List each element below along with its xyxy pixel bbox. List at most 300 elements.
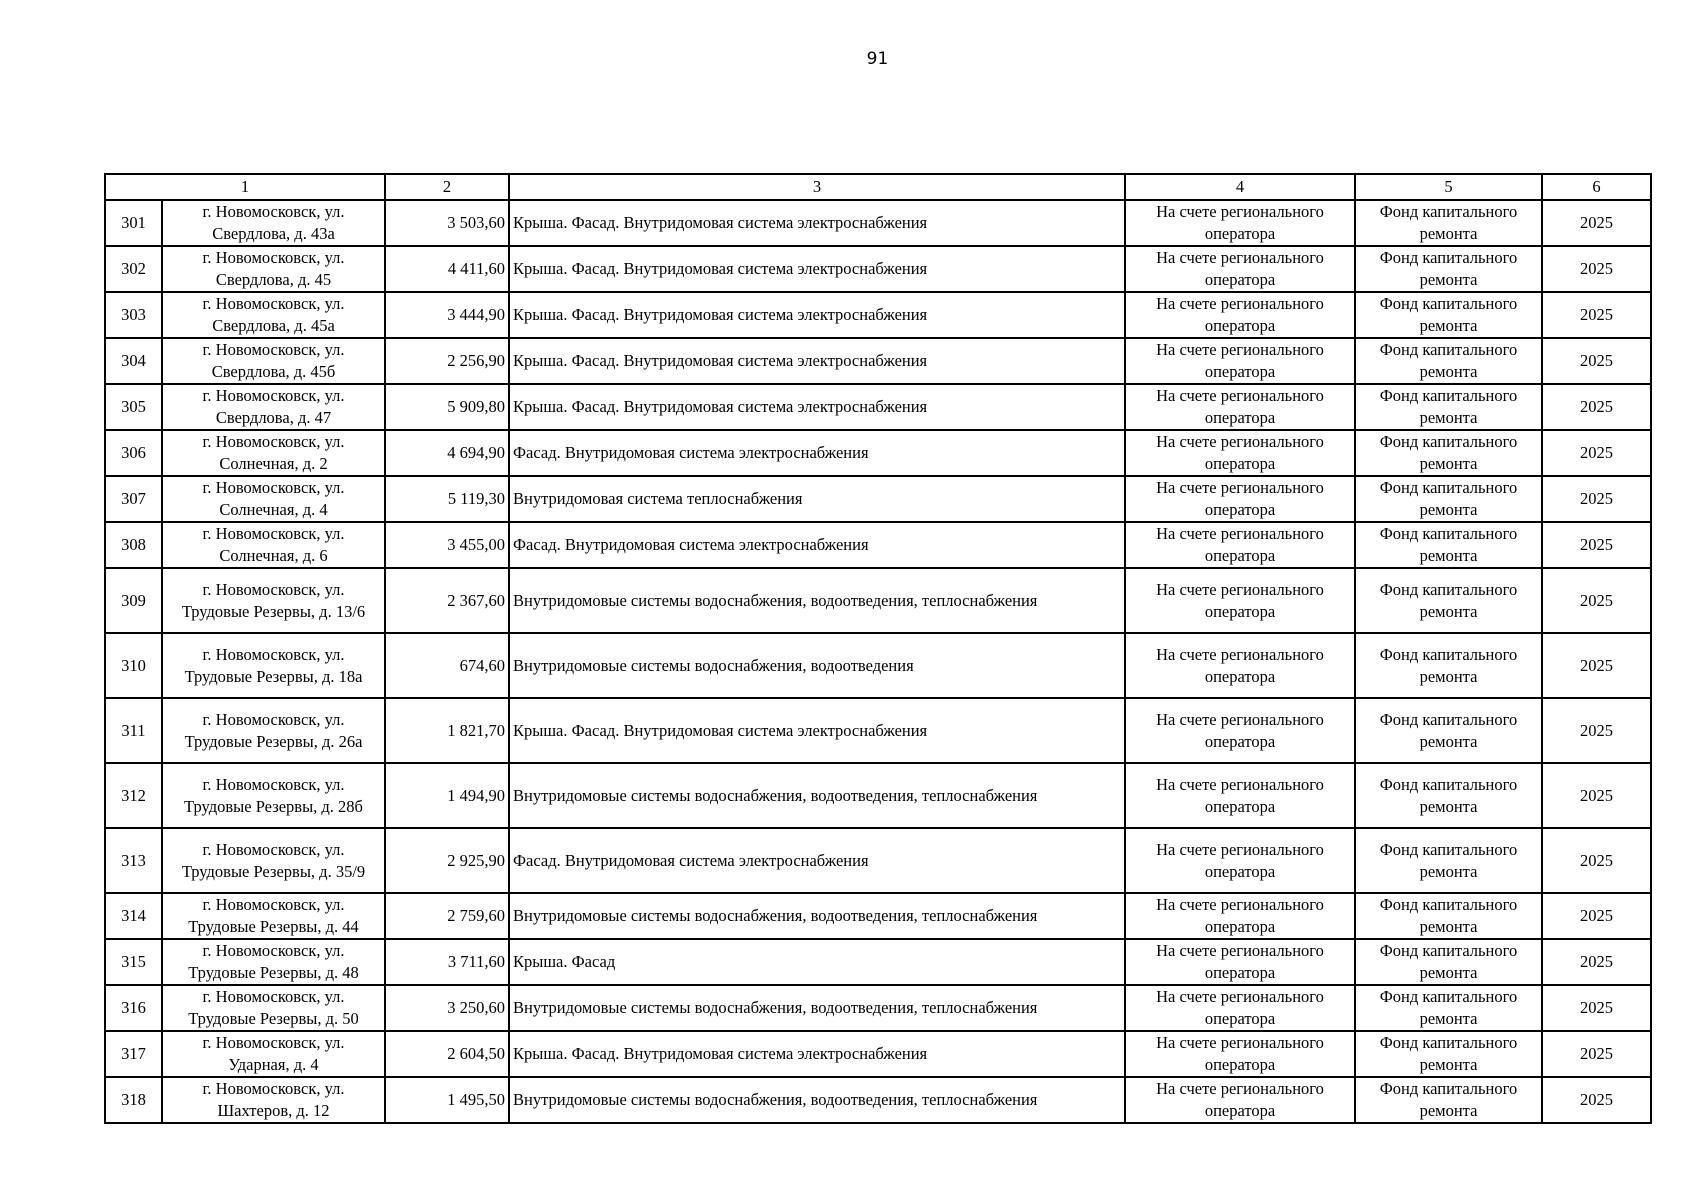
table-row [105,828,1651,893]
year-cell [1542,338,1651,384]
area-cell [385,476,509,522]
area-cell [385,522,509,568]
funding-source-line-1: Фонд капитального [1379,774,1518,794]
area-value: 5 909,80 [447,397,505,416]
table-row [105,939,1651,985]
row-number-cell [105,698,162,763]
year-cell [1542,939,1651,985]
row-number-cell [105,292,162,338]
account-cell [1125,200,1355,246]
year-cell [1542,1031,1651,1077]
address-cell [162,763,385,828]
table-row [105,893,1651,939]
row-number: 305 [121,397,146,416]
year-cell [1542,200,1651,246]
row-number-cell [105,893,162,939]
works-text: Крыша. Фасад. Внутридомовая система электроснабжения [513,259,928,278]
row-number-cell [105,1077,162,1123]
works-cell [509,985,1125,1031]
table-body [105,200,1651,1123]
works-text: Внутридомовая система теплоснабжения [513,489,803,508]
account-cell [1125,633,1355,698]
year-cell [1542,1077,1651,1123]
address-line-1: г. Новомосковск, ул. [202,386,345,405]
area-cell [385,763,509,828]
address-line-1: г. Новомосковск, ул. [202,478,345,497]
year-cell [1542,893,1651,939]
row-number-cell [105,338,162,384]
account-cell [1125,1077,1355,1123]
area-cell [385,1077,509,1123]
address-line-2: Солнечная, д. 4 [219,500,328,519]
address-cell [162,292,385,338]
funding-source-line-2: ремонта [1419,963,1478,982]
funding-source-line-2: ремонта [1419,362,1478,381]
funding-source-cell [1355,384,1542,430]
works-text: Фасад. Внутридомовая система электроснабжения [513,443,869,462]
area-value: 3 444,90 [447,305,505,324]
account-line-2: оператора [1204,917,1276,936]
address-line-2: Шахтеров, д. 12 [217,1101,330,1120]
funding-source-line-2: ремонта [1419,796,1478,816]
address-cell [162,246,385,292]
year-cell [1542,522,1651,568]
area-cell [385,939,509,985]
address-line-2: Ударная, д. 4 [228,1055,319,1074]
row-number: 301 [121,213,146,232]
address-line-2: Трудовые Резервы, д. 18а [184,666,363,686]
year-value: 2025 [1580,443,1613,462]
area-value: 2 604,50 [447,1044,505,1063]
account-cell [1125,985,1355,1031]
account-line-2: оператора [1204,1101,1276,1120]
address-line-1: г. Новомосковск, ул. [202,644,345,664]
funding-source-cell [1355,1031,1542,1077]
year-cell [1542,384,1651,430]
address-cell [162,476,385,522]
year-cell [1542,763,1651,828]
column-header-3: 3 [509,174,1125,200]
address-line-2: Трудовые Резервы, д. 26а [184,731,363,751]
funding-source-line-1: Фонд капитального [1379,294,1518,313]
account-line-1: На счете регионального [1156,340,1324,359]
row-number: 309 [121,590,146,610]
funding-source-cell [1355,828,1542,893]
area-value: 4 411,60 [447,259,505,278]
funding-source-line-1: Фонд капитального [1379,644,1518,664]
account-line-1: На счете регионального [1156,1033,1324,1052]
area-cell [385,698,509,763]
account-line-2: оператора [1204,454,1276,473]
area-cell [385,292,509,338]
funding-source-line-2: ремонта [1419,316,1478,335]
address-line-1: г. Новомосковск, ул. [202,709,345,729]
account-cell [1125,338,1355,384]
table-row [105,384,1651,430]
account-cell [1125,763,1355,828]
account-cell [1125,246,1355,292]
funding-source-line-2: ремонта [1419,1055,1478,1074]
account-line-1: На счете регионального [1156,774,1324,794]
works-cell [509,384,1125,430]
works-cell [509,1077,1125,1123]
funding-source-line-2: ремонта [1419,861,1478,881]
row-number: 307 [121,489,146,508]
year-value: 2025 [1580,259,1613,278]
column-header-2: 2 [385,174,509,200]
account-line-2: оператора [1204,601,1276,621]
year-cell [1542,476,1651,522]
funding-source-line-2: ремонта [1419,224,1478,243]
account-line-1: На счете регионального [1156,432,1324,451]
account-line-1: На счете регионального [1156,202,1324,221]
account-line-2: оператора [1204,1055,1276,1074]
area-value: 3 250,60 [447,998,505,1017]
funding-source-cell [1355,246,1542,292]
area-cell [385,200,509,246]
account-line-2: оператора [1204,500,1276,519]
works-text: Фасад. Внутридомовая система электроснабжения [513,535,869,554]
year-cell [1542,633,1651,698]
address-line-2: Трудовые Резервы, д. 48 [188,963,359,982]
funding-source-line-1: Фонд капитального [1379,579,1518,599]
area-cell [385,893,509,939]
account-line-2: оператора [1204,963,1276,982]
address-cell [162,828,385,893]
works-text: Крыша. Фасад. Внутридомовая система электроснабжения [513,397,928,416]
funding-source-line-1: Фонд капитального [1379,386,1518,405]
year-value: 2025 [1580,213,1613,232]
works-cell [509,828,1125,893]
funding-source-line-2: ремонта [1419,454,1478,473]
funding-source-line-1: Фонд капитального [1379,340,1518,359]
address-line-2: Свердлова, д. 47 [215,408,332,427]
address-cell [162,985,385,1031]
address-line-1: г. Новомосковск, ул. [202,340,345,359]
works-cell [509,200,1125,246]
row-number-cell [105,633,162,698]
address-cell [162,893,385,939]
row-number-cell [105,763,162,828]
address-line-2: Трудовые Резервы, д. 50 [188,1009,359,1028]
year-value: 2025 [1580,590,1613,610]
table-row [105,568,1651,633]
row-number: 302 [121,259,146,278]
row-number: 318 [121,1090,146,1109]
row-number: 304 [121,351,146,370]
row-number-cell [105,430,162,476]
year-value: 2025 [1580,1090,1613,1109]
funding-source-line-1: Фонд капитального [1379,248,1518,267]
funding-source-cell [1355,939,1542,985]
account-line-1: На счете регионального [1156,1079,1324,1098]
account-line-2: оператора [1204,224,1276,243]
row-number: 312 [121,785,146,805]
address-line-2: Трудовые Резервы, д. 28б [184,796,363,816]
address-cell [162,939,385,985]
funding-source-line-2: ремонта [1419,1101,1478,1120]
area-cell [385,828,509,893]
address-line-1: г. Новомосковск, ул. [202,248,345,267]
year-value: 2025 [1580,351,1613,370]
funding-source-cell [1355,200,1542,246]
table-row [105,200,1651,246]
row-number-cell [105,476,162,522]
row-number: 308 [121,535,146,554]
address-cell [162,200,385,246]
account-cell [1125,698,1355,763]
account-line-2: оператора [1204,861,1276,881]
works-text: Внутридомовые системы водоснабжения, водоотведения, теплоснабжения [513,906,1038,925]
year-cell [1542,292,1651,338]
row-number: 303 [121,305,146,324]
table-row [105,430,1651,476]
address-line-2: Трудовые Резервы, д. 13/6 [181,601,366,621]
works-cell [509,939,1125,985]
address-cell [162,384,385,430]
account-line-2: оператора [1204,546,1276,565]
account-cell [1125,568,1355,633]
area-value: 2 925,90 [447,850,505,870]
address-line-2: Трудовые Резервы, д. 35/9 [181,861,366,881]
address-cell [162,633,385,698]
works-cell [509,246,1125,292]
row-number: 314 [121,906,146,925]
area-cell [385,1031,509,1077]
account-line-1: На счете регионального [1156,478,1324,497]
address-cell [162,698,385,763]
funding-source-line-2: ремонта [1419,666,1478,686]
funding-source-line-2: ремонта [1419,731,1478,751]
address-cell [162,568,385,633]
funding-source-cell [1355,568,1542,633]
address-line-1: г. Новомосковск, ул. [202,941,345,960]
column-header-6: 6 [1542,174,1651,200]
account-line-2: оператора [1204,796,1276,816]
funding-source-line-1: Фонд капитального [1379,839,1518,859]
area-value: 1 494,90 [447,785,505,805]
funding-source-line-1: Фонд капитального [1379,941,1518,960]
area-value: 4 694,90 [447,443,505,462]
area-value: 5 119,30 [447,489,505,508]
year-value: 2025 [1580,720,1613,740]
address-line-1: г. Новомосковск, ул. [202,1033,345,1052]
area-cell [385,338,509,384]
funding-source-cell [1355,292,1542,338]
account-line-1: На счете регионального [1156,895,1324,914]
column-header-5: 5 [1355,174,1542,200]
account-cell [1125,893,1355,939]
funding-source-line-1: Фонд капитального [1379,432,1518,451]
column-header-4: 4 [1125,174,1355,200]
address-line-2: Солнечная, д. 6 [219,546,328,565]
works-text: Крыша. Фасад. Внутридомовая система электроснабжения [513,305,928,324]
funding-source-cell [1355,430,1542,476]
account-line-1: На счете регионального [1156,386,1324,405]
account-cell [1125,828,1355,893]
works-text: Крыша. Фасад. Внутридомовая система электроснабжения [513,1044,928,1063]
area-cell [385,985,509,1031]
row-number-cell [105,200,162,246]
row-number-cell [105,522,162,568]
year-cell [1542,246,1651,292]
funding-source-line-1: Фонд капитального [1379,478,1518,497]
funding-source-line-2: ремонта [1419,601,1478,621]
funding-source-line-1: Фонд капитального [1379,895,1518,914]
funding-source-cell [1355,985,1542,1031]
account-line-2: оператора [1204,316,1276,335]
table-row [105,246,1651,292]
address-line-2: Солнечная, д. 2 [219,454,328,473]
funding-source-line-1: Фонд капитального [1379,1079,1518,1098]
address-line-2: Свердлова, д. 45а [212,316,335,335]
area-value: 3 503,60 [447,213,505,232]
row-number-cell [105,568,162,633]
table-row [105,985,1651,1031]
account-line-1: На счете регионального [1156,839,1324,859]
works-text: Крыша. Фасад. Внутридомовая система электроснабжения [513,213,928,232]
table-header-row [105,174,1651,200]
address-cell [162,1077,385,1123]
row-number: 316 [121,998,146,1017]
year-value: 2025 [1580,397,1613,416]
year-value: 2025 [1580,906,1613,925]
address-cell [162,522,385,568]
page-number: 91 [866,49,889,69]
address-line-1: г. Новомосковск, ул. [202,202,345,221]
area-value: 2 367,60 [447,590,505,610]
table-row [105,1077,1651,1123]
area-value: 2 759,60 [447,906,505,925]
account-cell [1125,476,1355,522]
account-cell [1125,1031,1355,1077]
table-row [105,698,1651,763]
year-value: 2025 [1580,952,1613,971]
area-cell [385,430,509,476]
address-line-2: Свердлова, д. 45б [211,362,336,381]
works-cell [509,1031,1125,1077]
area-value: 3 455,00 [447,535,505,554]
funding-source-line-2: ремонта [1419,546,1478,565]
funding-source-line-1: Фонд капитального [1379,987,1518,1006]
table-row [105,1031,1651,1077]
year-cell [1542,985,1651,1031]
account-line-1: На счете регионального [1156,248,1324,267]
year-cell [1542,430,1651,476]
funding-source-cell [1355,633,1542,698]
year-value: 2025 [1580,489,1613,508]
funding-source-line-1: Фонд капитального [1379,709,1518,729]
table-row [105,633,1651,698]
row-number-cell [105,246,162,292]
account-line-1: На счете регионального [1156,709,1324,729]
area-cell [385,633,509,698]
account-line-2: оператора [1204,1009,1276,1028]
year-value: 2025 [1580,535,1613,554]
year-cell [1542,568,1651,633]
funding-source-line-1: Фонд капитального [1379,524,1518,543]
address-line-1: г. Новомосковск, ул. [202,432,345,451]
area-value: 674,60 [459,655,505,675]
row-number-cell [105,985,162,1031]
account-line-2: оператора [1204,362,1276,381]
row-number: 306 [121,443,146,462]
year-value: 2025 [1580,655,1613,675]
address-line-1: г. Новомосковск, ул. [202,774,345,794]
funding-source-line-2: ремонта [1419,500,1478,519]
account-cell [1125,939,1355,985]
year-value: 2025 [1580,305,1613,324]
works-text: Крыша. Фасад. Внутридомовая система электроснабжения [513,720,928,740]
works-cell [509,893,1125,939]
address-line-2: Свердлова, д. 43а [212,224,335,243]
address-line-1: г. Новомосковск, ул. [202,294,345,313]
account-line-1: На счете регионального [1156,941,1324,960]
works-text: Внутридомовые системы водоснабжения, водоотведения, теплоснабжения [513,785,1038,805]
area-cell [385,384,509,430]
works-cell [509,338,1125,384]
address-line-2: Свердлова, д. 45 [215,270,332,289]
account-cell [1125,522,1355,568]
account-line-1: На счете регионального [1156,524,1324,543]
table-row [105,763,1651,828]
row-number-cell [105,384,162,430]
account-line-2: оператора [1204,731,1276,751]
funding-source-line-1: Фонд капитального [1379,1033,1518,1052]
account-line-1: На счете регионального [1156,294,1324,313]
address-line-1: г. Новомосковск, ул. [202,987,345,1006]
account-line-2: оператора [1204,666,1276,686]
row-number-cell [105,1031,162,1077]
row-number: 313 [121,850,146,870]
account-line-2: оператора [1204,408,1276,427]
works-cell [509,698,1125,763]
row-number: 311 [121,720,146,740]
funding-source-cell [1355,698,1542,763]
funding-source-line-1: Фонд капитального [1379,202,1518,221]
account-line-1: На счете регионального [1156,579,1324,599]
funding-source-cell [1355,476,1542,522]
works-cell [509,430,1125,476]
funding-source-cell [1355,522,1542,568]
area-value: 2 256,90 [447,351,505,370]
works-cell [509,292,1125,338]
year-value: 2025 [1580,1044,1613,1063]
address-line-1: г. Новомосковск, ул. [202,1079,345,1098]
address-cell [162,338,385,384]
funding-source-line-2: ремонта [1419,917,1478,936]
address-line-1: г. Новомосковск, ул. [202,579,345,599]
area-value: 1 821,70 [447,720,505,740]
address-line-1: г. Новомосковск, ул. [202,895,345,914]
row-number: 310 [121,655,146,675]
address-line-1: г. Новомосковск, ул. [202,839,345,859]
account-line-2: оператора [1204,270,1276,289]
year-cell [1542,698,1651,763]
area-cell [385,568,509,633]
area-cell [385,246,509,292]
area-value: 3 711,60 [447,952,505,971]
address-cell [162,1031,385,1077]
works-text: Крыша. Фасад. Внутридомовая система электроснабжения [513,351,928,370]
works-text: Внутридомовые системы водоснабжения, водоотведения, теплоснабжения [513,998,1038,1017]
account-line-1: На счете регионального [1156,987,1324,1006]
row-number: 315 [121,952,146,971]
address-line-2: Трудовые Резервы, д. 44 [188,917,359,936]
table-row [105,476,1651,522]
year-value: 2025 [1580,998,1613,1017]
year-value: 2025 [1580,850,1613,870]
